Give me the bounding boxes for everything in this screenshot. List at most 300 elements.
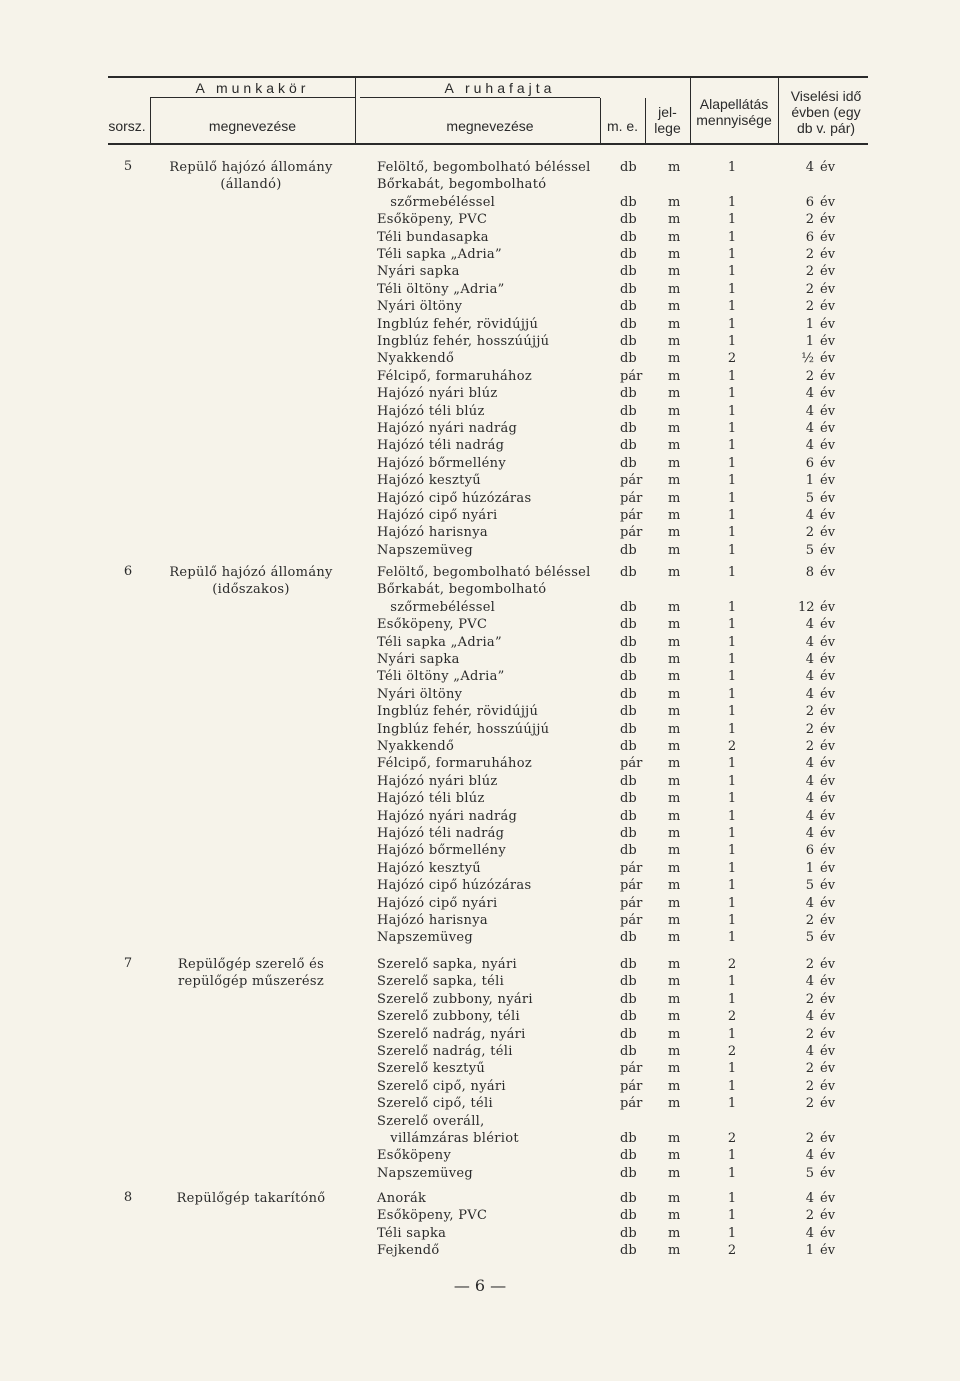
item-unit: db bbox=[620, 1208, 637, 1224]
item-wear-unit: év bbox=[820, 490, 836, 506]
item-type: m bbox=[668, 368, 681, 384]
item-quantity: 1 bbox=[727, 773, 737, 789]
item-wear-period: 2 bbox=[805, 1061, 814, 1077]
item-type: m bbox=[668, 773, 681, 789]
item-wear-unit: év bbox=[820, 542, 836, 558]
table-row bbox=[0, 507, 960, 524]
item-wear-period: 4 bbox=[805, 508, 814, 523]
item-wear-unit: év bbox=[820, 721, 836, 737]
item-wear-period: 4 bbox=[805, 791, 814, 807]
item-wear-period: 2 bbox=[805, 957, 814, 972]
item-type: m bbox=[668, 878, 681, 894]
table-row bbox=[0, 860, 960, 877]
table-row bbox=[0, 581, 960, 615]
header-sub-rule-left bbox=[150, 97, 355, 98]
header-top-rule bbox=[108, 76, 868, 78]
item-quantity: 1 bbox=[727, 1061, 737, 1077]
item-unit: pár bbox=[620, 756, 643, 772]
group-number: 6 bbox=[123, 564, 133, 579]
item-wear-period: 6 bbox=[805, 455, 814, 471]
item-wear-unit: év bbox=[820, 264, 836, 280]
item-unit: db bbox=[620, 212, 637, 228]
item-wear-period: 4 bbox=[805, 403, 814, 419]
table-row bbox=[0, 1113, 960, 1146]
item-quantity: 1 bbox=[727, 652, 737, 667]
item-wear-period: 4 bbox=[805, 1148, 814, 1164]
header-ruhafajta-megnevezese: megnevezése bbox=[446, 118, 534, 134]
item-wear-period: 8 bbox=[805, 565, 814, 580]
item-type: m bbox=[668, 1078, 681, 1094]
item-quantity: 1 bbox=[727, 791, 737, 807]
item-quantity: 1 bbox=[727, 617, 737, 633]
item-quantity: 2 bbox=[727, 351, 737, 367]
table-row bbox=[0, 877, 960, 894]
item-type: m bbox=[668, 403, 681, 419]
item-name: Nyári sapka bbox=[377, 652, 460, 667]
table-row bbox=[0, 668, 960, 685]
table-row bbox=[0, 738, 960, 755]
item-name: Téli bundasapka bbox=[377, 229, 489, 245]
item-wear-unit: év bbox=[820, 1078, 836, 1094]
item-type: m bbox=[668, 542, 681, 558]
table-row bbox=[0, 1078, 960, 1095]
item-name: Hajózó téli blúz bbox=[377, 791, 485, 807]
item-unit: db bbox=[620, 160, 637, 175]
item-name: Hajózó nyári nadrág bbox=[377, 808, 518, 824]
item-wear-unit: év bbox=[820, 508, 836, 523]
item-wear-unit: év bbox=[820, 652, 836, 667]
item-name: Hajózó harisnya bbox=[377, 913, 488, 928]
item-name: Ingblúz fehér, hosszúújjú bbox=[377, 334, 550, 349]
item-name: Hajózó nyári blúz bbox=[377, 386, 498, 402]
item-wear-period: 2 bbox=[805, 212, 814, 228]
table-row bbox=[0, 333, 960, 350]
item-quantity: 1 bbox=[727, 299, 737, 315]
item-name: Napszemüveg bbox=[377, 930, 474, 946]
item-wear-period: 2 bbox=[805, 1078, 814, 1094]
item-type: m bbox=[668, 264, 681, 280]
item-wear-period: 5 bbox=[805, 930, 814, 946]
item-name: Nyári öltöny bbox=[377, 299, 463, 315]
item-wear-period: 4 bbox=[805, 773, 814, 789]
item-wear-period: 6 bbox=[805, 229, 814, 245]
item-unit: db bbox=[620, 669, 637, 685]
item-name: Szerelő kesztyű bbox=[377, 1061, 486, 1077]
item-type: m bbox=[668, 1165, 681, 1181]
item-wear-unit: év bbox=[820, 1061, 836, 1077]
table-row bbox=[0, 703, 960, 720]
item-quantity: 1 bbox=[727, 1078, 737, 1094]
table-row bbox=[0, 651, 960, 668]
item-wear-period: 4 bbox=[805, 421, 814, 436]
item-type: m bbox=[668, 229, 681, 245]
job-name-line: (állandó) bbox=[220, 177, 282, 192]
item-name: Szerelő overáll, villámzáras blériot bbox=[377, 1113, 519, 1146]
table-row bbox=[0, 176, 960, 210]
item-unit: db bbox=[620, 974, 637, 990]
item-wear-unit: év bbox=[820, 1096, 836, 1112]
item-quantity: 1 bbox=[727, 1096, 737, 1112]
item-unit: db bbox=[620, 1044, 637, 1059]
item-quantity: 1 bbox=[727, 826, 737, 841]
header-sorsz: sorsz. bbox=[108, 118, 146, 134]
item-quantity: 1 bbox=[727, 438, 737, 454]
item-wear-period: 6 bbox=[805, 194, 814, 210]
header-bottom-rule bbox=[108, 143, 868, 145]
item-quantity: 1 bbox=[727, 264, 737, 280]
item-name: Félcipő, formaruhához bbox=[377, 368, 532, 384]
item-wear-unit: év bbox=[820, 403, 836, 419]
item-type: m bbox=[668, 351, 681, 367]
item-type: m bbox=[668, 334, 681, 349]
item-name: Felöltő, begombolható béléssel bbox=[377, 565, 591, 580]
item-type: m bbox=[668, 808, 681, 824]
item-wear-period: 2 bbox=[805, 368, 814, 384]
item-name: Téli sapka „Adria” bbox=[377, 634, 502, 650]
item-wear-period: 4 bbox=[805, 1191, 814, 1206]
header-ruhafajta: A ruhafajta bbox=[444, 80, 556, 96]
item-type: m bbox=[668, 455, 681, 471]
job-name-line: repülőgép műszerész bbox=[177, 974, 325, 989]
item-name: Esőköpeny, PVC bbox=[377, 617, 488, 633]
item-unit: db bbox=[620, 299, 637, 315]
item-quantity: 1 bbox=[727, 634, 737, 650]
item-wear-unit: év bbox=[820, 1148, 836, 1164]
item-unit: db bbox=[620, 1165, 637, 1181]
item-quantity: 1 bbox=[727, 1165, 737, 1181]
item-name: Felöltő, begombolható béléssel bbox=[377, 160, 591, 175]
item-wear-unit: év bbox=[820, 599, 836, 615]
item-name: Napszemüveg bbox=[377, 542, 474, 558]
item-unit: db bbox=[620, 991, 637, 1007]
item-name: Nyári öltöny bbox=[377, 686, 463, 702]
item-wear-unit: év bbox=[820, 756, 836, 772]
table-row bbox=[0, 1026, 960, 1043]
item-wear-period: 4 bbox=[805, 895, 814, 911]
item-name: Nyakkendő bbox=[377, 739, 455, 754]
item-quantity: 1 bbox=[727, 490, 737, 506]
item-unit: pár bbox=[620, 1096, 643, 1112]
item-type: m bbox=[668, 1026, 681, 1042]
table-row bbox=[0, 1225, 960, 1242]
item-quantity: 1 bbox=[727, 878, 737, 894]
item-name: Esőköpeny bbox=[377, 1148, 452, 1164]
group-number: 5 bbox=[123, 159, 133, 174]
item-wear-period: 2 bbox=[805, 1208, 814, 1224]
item-unit: db bbox=[620, 455, 637, 471]
item-wear-unit: év bbox=[820, 1243, 836, 1259]
item-unit: db bbox=[620, 686, 637, 702]
item-wear-period: 2 bbox=[805, 913, 814, 928]
item-wear-period: 2 bbox=[805, 281, 814, 297]
item-type: m bbox=[668, 739, 681, 754]
item-type: m bbox=[668, 1044, 681, 1059]
item-name: Szerelő nadrág, téli bbox=[377, 1044, 513, 1059]
item-wear-unit: év bbox=[820, 913, 836, 928]
item-wear-period: 4 bbox=[805, 652, 814, 667]
item-wear-period: 4 bbox=[805, 808, 814, 824]
item-unit: db bbox=[620, 704, 637, 720]
item-wear-unit: év bbox=[820, 473, 836, 489]
item-quantity: 2 bbox=[727, 1130, 737, 1146]
item-quantity: 1 bbox=[727, 403, 737, 419]
table-row bbox=[0, 281, 960, 298]
item-name: Hajózó téli nadrág bbox=[377, 438, 505, 454]
item-wear-period: 5 bbox=[805, 1165, 814, 1181]
item-quantity: 1 bbox=[727, 1191, 737, 1206]
item-wear-period: 2 bbox=[805, 1130, 814, 1146]
item-quantity: 1 bbox=[727, 913, 737, 928]
item-wear-period: 4 bbox=[805, 617, 814, 633]
item-name: Hajózó téli nadrág bbox=[377, 826, 505, 841]
item-unit: db bbox=[620, 1009, 637, 1025]
item-unit: db bbox=[620, 565, 637, 580]
item-unit: db bbox=[620, 421, 637, 436]
item-wear-unit: év bbox=[820, 455, 836, 471]
item-wear-unit: év bbox=[820, 930, 836, 946]
header-munkakor-megnevezese: megnevezése bbox=[208, 118, 297, 134]
item-quantity: 1 bbox=[727, 334, 737, 349]
item-wear-unit: év bbox=[820, 421, 836, 436]
item-wear-unit: év bbox=[820, 247, 836, 262]
item-wear-unit: év bbox=[820, 791, 836, 807]
table-row bbox=[0, 385, 960, 402]
item-wear-unit: év bbox=[820, 368, 836, 384]
item-wear-period: 5 bbox=[805, 542, 814, 558]
item-wear-unit: év bbox=[820, 739, 836, 754]
header-alapellatas: Alapellátás mennyisége bbox=[696, 96, 772, 128]
item-quantity: 2 bbox=[727, 957, 737, 972]
page-number: — 6 — bbox=[453, 1276, 507, 1295]
item-quantity: 1 bbox=[727, 455, 737, 471]
table-row bbox=[0, 808, 960, 825]
item-type: m bbox=[668, 194, 681, 210]
job-name-line: Repülőgép szerelő és bbox=[177, 957, 325, 972]
item-unit: pár bbox=[620, 525, 643, 541]
table-row bbox=[0, 991, 960, 1008]
item-wear-unit: év bbox=[820, 386, 836, 402]
item-wear-unit: év bbox=[820, 1208, 836, 1224]
item-type: m bbox=[668, 421, 681, 436]
item-unit: db bbox=[620, 634, 637, 650]
job-name-line: Repülő hajózó állomány bbox=[169, 565, 333, 580]
table-row bbox=[0, 773, 960, 790]
item-wear-period: 6 bbox=[805, 843, 814, 859]
item-wear-period: 4 bbox=[805, 1044, 814, 1059]
item-unit: db bbox=[620, 843, 637, 859]
table-row bbox=[0, 524, 960, 541]
item-type: m bbox=[668, 756, 681, 772]
item-name: Hajózó harisnya bbox=[377, 525, 488, 541]
item-type: m bbox=[668, 565, 681, 580]
item-wear-period: 2 bbox=[805, 991, 814, 1007]
table-row bbox=[0, 912, 960, 929]
item-name: Téli öltöny „Adria” bbox=[377, 669, 505, 685]
item-name: Hajózó cipő húzózáras bbox=[377, 878, 532, 894]
table-row bbox=[0, 825, 960, 842]
table-row bbox=[0, 1190, 960, 1207]
item-unit: db bbox=[620, 1130, 637, 1146]
item-quantity: 1 bbox=[727, 686, 737, 702]
item-name: Bőrkabát, begombolható szőrmebéléssel bbox=[377, 582, 547, 615]
item-quantity: 1 bbox=[727, 212, 737, 228]
item-wear-period: 4 bbox=[805, 826, 814, 841]
item-name: Szerelő zubbony, nyári bbox=[377, 991, 533, 1007]
item-type: m bbox=[668, 704, 681, 720]
item-type: m bbox=[668, 212, 681, 228]
item-name: Hajózó cipő nyári bbox=[377, 895, 498, 911]
item-wear-unit: év bbox=[820, 686, 836, 702]
table-row bbox=[0, 1207, 960, 1224]
item-type: m bbox=[668, 669, 681, 685]
item-name: Szerelő sapka, téli bbox=[377, 974, 505, 990]
item-quantity: 1 bbox=[727, 1208, 737, 1224]
table-row bbox=[0, 437, 960, 454]
item-wear-unit: év bbox=[820, 281, 836, 297]
table-row bbox=[0, 1165, 960, 1182]
item-wear-period: 2 bbox=[805, 1026, 814, 1042]
item-wear-unit: év bbox=[820, 895, 836, 911]
item-name: Hajózó cipő húzózáras bbox=[377, 490, 532, 506]
item-name: Bőrkabát, begombolható szőrmebéléssel bbox=[377, 177, 547, 210]
item-unit: pár bbox=[620, 490, 643, 506]
item-wear-unit: év bbox=[820, 974, 836, 990]
table-row bbox=[0, 1147, 960, 1164]
item-quantity: 1 bbox=[727, 542, 737, 558]
item-unit: pár bbox=[620, 1061, 643, 1077]
item-name: Hajózó téli blúz bbox=[377, 403, 485, 419]
item-unit: db bbox=[620, 1225, 637, 1241]
item-name: Téli sapka „Adria” bbox=[377, 247, 502, 262]
item-quantity: 1 bbox=[727, 1148, 737, 1164]
header-sub-rule-right bbox=[360, 97, 600, 98]
table-row bbox=[0, 1060, 960, 1077]
item-unit: db bbox=[620, 438, 637, 454]
table-row bbox=[0, 472, 960, 489]
item-wear-unit: év bbox=[820, 1225, 836, 1241]
item-type: m bbox=[668, 438, 681, 454]
item-quantity: 1 bbox=[727, 473, 737, 489]
table-row bbox=[0, 316, 960, 333]
item-quantity: 2 bbox=[727, 1044, 737, 1059]
item-name: Ingblúz fehér, hosszúújjú bbox=[377, 721, 550, 737]
item-wear-unit: év bbox=[820, 843, 836, 859]
table-row bbox=[0, 542, 960, 559]
item-wear-period: 4 bbox=[805, 1225, 814, 1241]
item-type: m bbox=[668, 826, 681, 841]
item-type: m bbox=[668, 1225, 681, 1241]
item-wear-unit: év bbox=[820, 1009, 836, 1025]
item-unit: db bbox=[620, 791, 637, 807]
item-unit: pár bbox=[620, 473, 643, 489]
item-type: m bbox=[668, 686, 681, 702]
item-quantity: 1 bbox=[727, 508, 737, 523]
table-row bbox=[0, 755, 960, 772]
item-wear-period: 4 bbox=[805, 1009, 814, 1025]
item-type: m bbox=[668, 490, 681, 506]
item-type: m bbox=[668, 957, 681, 972]
item-unit: db bbox=[620, 599, 637, 615]
table-row bbox=[0, 634, 960, 651]
item-quantity: 2 bbox=[727, 739, 737, 754]
table-row bbox=[0, 956, 960, 973]
item-quantity: 2 bbox=[727, 1243, 737, 1259]
item-quantity: 1 bbox=[727, 160, 737, 175]
header-me: m. e. bbox=[606, 118, 639, 134]
item-wear-period: 4 bbox=[805, 386, 814, 402]
item-quantity: 1 bbox=[727, 721, 737, 737]
item-unit: db bbox=[620, 957, 637, 972]
item-wear-unit: év bbox=[820, 991, 836, 1007]
item-unit: db bbox=[620, 930, 637, 946]
item-type: m bbox=[668, 1061, 681, 1077]
item-wear-period: 2 bbox=[805, 247, 814, 262]
item-wear-period: 2 bbox=[805, 264, 814, 280]
table-row bbox=[0, 420, 960, 437]
item-wear-unit: év bbox=[820, 351, 836, 367]
col-divider-2 bbox=[355, 78, 356, 144]
table-row bbox=[0, 229, 960, 246]
table-row bbox=[0, 790, 960, 807]
table-row bbox=[0, 564, 960, 581]
header-jellege: jel- lege bbox=[654, 104, 681, 136]
item-wear-period: 2 bbox=[805, 1096, 814, 1112]
item-wear-unit: év bbox=[820, 565, 836, 580]
item-wear-unit: év bbox=[820, 808, 836, 824]
item-wear-period: 4 bbox=[805, 686, 814, 702]
item-quantity: 1 bbox=[727, 525, 737, 541]
item-quantity: 1 bbox=[727, 991, 737, 1007]
table-row bbox=[0, 350, 960, 367]
item-wear-unit: év bbox=[820, 860, 836, 876]
item-wear-period: 2 bbox=[805, 739, 814, 754]
item-type: m bbox=[668, 1191, 681, 1206]
item-unit: db bbox=[620, 281, 637, 297]
item-type: m bbox=[668, 299, 681, 315]
item-type: m bbox=[668, 617, 681, 633]
item-type: m bbox=[668, 386, 681, 402]
item-wear-unit: év bbox=[820, 704, 836, 720]
item-wear-unit: év bbox=[820, 229, 836, 245]
item-wear-unit: év bbox=[820, 1165, 836, 1181]
table-row bbox=[0, 842, 960, 859]
table-row bbox=[0, 1043, 960, 1060]
item-wear-period: 2 bbox=[805, 721, 814, 737]
item-quantity: 1 bbox=[727, 316, 737, 332]
job-name-line: Repülő hajózó állomány bbox=[169, 160, 333, 175]
item-unit: db bbox=[620, 739, 637, 754]
item-type: m bbox=[668, 281, 681, 297]
table-row bbox=[0, 490, 960, 507]
item-type: m bbox=[668, 1009, 681, 1025]
table-row bbox=[0, 1242, 960, 1259]
item-unit: db bbox=[620, 1026, 637, 1042]
item-type: m bbox=[668, 930, 681, 946]
item-wear-unit: év bbox=[820, 957, 836, 972]
item-wear-unit: év bbox=[820, 334, 836, 349]
item-wear-period: 4 bbox=[805, 756, 814, 772]
item-quantity: 1 bbox=[727, 704, 737, 720]
item-wear-unit: év bbox=[820, 316, 836, 332]
item-wear-period: 1 bbox=[805, 316, 814, 332]
item-wear-period: 1 bbox=[805, 473, 814, 489]
item-wear-period: 4 bbox=[805, 669, 814, 685]
table-row bbox=[0, 263, 960, 280]
item-unit: db bbox=[620, 1148, 637, 1164]
job-name-line: Repülőgép takarítónő bbox=[176, 1191, 326, 1206]
item-wear-unit: év bbox=[820, 160, 836, 175]
item-wear-unit: év bbox=[820, 634, 836, 650]
